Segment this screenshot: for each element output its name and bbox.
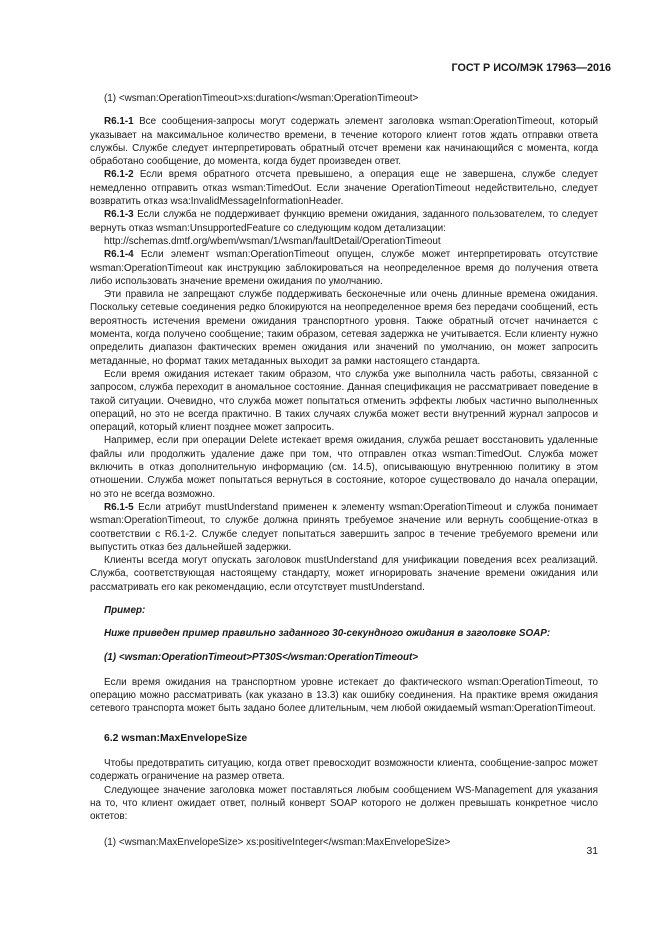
fault-detail-url: http://schemas.dmtf.org/wbem/wsman/1/wsman/faultDetail/OperationTimeout — [104, 235, 441, 247]
rule-r6-1-5 — [90, 501, 598, 554]
rule-text: Если время обратного отсчета превышено, а операция еще не завершена, службе следует немедленно отправить отказ wsman:TimedOut. Если значение OperationTimeout недействительно, следует возвратить отказ wsa:InvalidMessageInformationHeader. — [90, 169, 598, 208]
rule-label: R6.1-2 — [104, 169, 134, 181]
page-number: 31 — [586, 846, 598, 857]
paragraph-transport: Если время ожидания на транспортном уровне истекает до фактического wsman:OperationTimeout, то операцию можно рассматривать (как указано в 13.3) как ошибку соединения. На практике время ожидания сетевого транспорта может быть задано более длительным, чем любой ожидаемый wsman:OperationTimeout. — [90, 676, 598, 715]
paragraph-delete-example: Например, если при операции Delete истекает время ожидания, служба решает восстановить удаленные файлы или продолжить удаление даже при том, что отправлен отказ wsman:TimedOut. Служба может включить в отказ дополнительную информацию (см. 14.5), описывающую внутреннюю политику в этом отношении. Служба может попытаться вернуться в состояние, которое существовало до начала операции, но это не всегда возможно. — [90, 435, 598, 500]
paragraph-expire: Если время ожидания истекает таким образом, что служба уже выполнила часть работы, связанной с запросом, служба переходит в аномальное состояние. Данная спецификация не рассматривает поведение в такой ситуации. Очевидно, что служба может попытаться отменить эффекты любых частично выполненных операций, но это не всегда практично. В таких случаях служба может вести внутренний журнал запросов и операций, который клиент позднее может запросить. — [90, 368, 598, 434]
example-label: Пример: — [104, 604, 146, 616]
rule-text: Если служба не поддерживает функцию времени ожидания, заданного пользователем, то следует вернуть отказ wsman:UnsupportedFeature со следующим кодом детализации: — [90, 209, 598, 234]
syntax-max-envelope-size: (1) <wsman:MaxEnvelopeSize> xs:positiveInteger</wsman:MaxEnvelopeSize> — [104, 836, 451, 848]
rule-r6-1-3 — [90, 208, 598, 235]
rule-r6-1-1 — [90, 115, 598, 168]
example-description: Ниже приведен пример правильно заданного 30-секундного ожидания в заголовке SOAP: — [104, 628, 551, 640]
example-code: (1) <wsman:OperationTimeout>PT30S</wsman:OperationTimeout> — [104, 651, 419, 663]
paragraph-rules: Эти правила не запрещают службе поддерживать бесконечные или очень длинные времена ожидания. Поскольку сетевые соединения редко блокируются на неопределенное время без передачи сообщений, есть вероятность истечения времени ожидания транспортного уровня. Также обратный отсчет начинается с момента, когда получено сообщение; таким образом, сетевая задержка не учитывается. Если клиенту нужно определить диапазон фактических времен ожидания или значений по умолчанию, он может запросить метаданные, но формат таких метаданных выходит за рамки настоящего стандарта. — [90, 289, 598, 367]
paragraph-prevent: Чтобы предотвратить ситуацию, когда ответ превосходит возможности клиента, сообщение-запрос может содержать ограничение на размер ответа. — [90, 758, 598, 783]
rule-text: Если элемент wsman:OperationTimeout опущен, службе может интерпретировать отсутствие wsman:OperationTimeout как инструкцию заблокироваться на неопределенное время до получения ответа либо использовать значение времени ожидания по умолчанию. — [90, 249, 598, 287]
rule-label: R6.1-3 — [104, 209, 134, 221]
syntax-operation-timeout: (1) <wsman:OperationTimeout>xs:duration</wsman:OperationTimeout> — [104, 93, 419, 104]
rule-label: R6.1-4 — [104, 249, 134, 261]
rule-label: R6.1-1 — [104, 116, 134, 128]
rule-label: R6.1-5 — [104, 501, 134, 513]
document-header: ГОСТ Р ИСО/МЭК 17963—2016 — [451, 62, 611, 74]
paragraph-next: Следующее значение заголовка может поставляться любым сообщением WS-Management для указания на то, что клиент ожидает ответ, полный конверт SOAP которого не должен превышать конкретное число октетов: — [90, 784, 598, 823]
paragraph-clients: Клиенты всегда могут опускать заголовок mustUnderstand для унификации поведения всех реализаций. Служба, соответствующая настоящему стандарту, может игнорировать значение времени ожидания или рассматривать его как рекомендацию, если отсутствует mustUnderstand. — [90, 555, 598, 593]
rule-text: Все сообщения-запросы могут содержать элемент заголовка wsman:OperationTimeout, который указывает на максимальное количество времени, в течение которого клиент готов ждать отправки ответа службы. Службе следует интерпретировать обратный отсчет времени как начинающийся с момента, когда обработано сообщение, до момента, когда будет произведен ответ. — [90, 116, 598, 168]
rule-r6-1-2 — [90, 168, 598, 208]
section-heading: 6.2 wsman:MaxEnvelopeSize — [104, 732, 248, 744]
page-body — [90, 92, 598, 849]
rule-text: Если атрибут mustUnderstand применен к элементу wsman:OperationTimeout и служба понимает wsman:OperationTimeout, то службе должна принять требуемое значение или вернуть сообщение-отказ в соответствии с R6.1-2. Службе следует попытаться завершить запрос в течение требуемого времени или выпустить отказ без дальнейшей задержки. — [90, 501, 598, 553]
rule-r6-1-4 — [90, 248, 598, 288]
